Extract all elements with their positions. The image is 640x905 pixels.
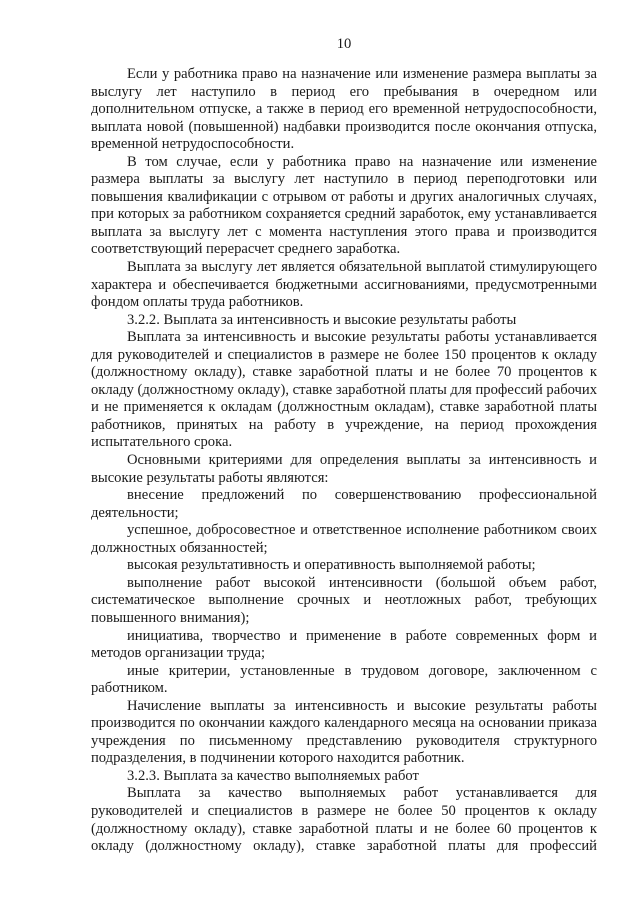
criterion-high-intensity: выполнение работ высокой интенсивности (большой объем работ, систематическое выполнение срочных и неотложных работ, требующих повышенного внимания);	[91, 574, 597, 626]
criterion-proposals: внесение предложений по совершенствованию профессиональной деятельности;	[91, 487, 597, 521]
criterion-other: иные критерии, установленные в трудовом договоре, заключенном с работником.	[91, 662, 597, 697]
paragraph-mandatory-payment: Выплата за выслугу лет является обязательной выплатой стимулирующего характера и обеспечивается бюджетными ассигнованиями, предусмотренными фондом оплаты труда работников.	[91, 259, 597, 311]
criterion-duties: успешное, добросовестное и ответственное исполнение работником своих должностных обязанностей;	[91, 522, 597, 556]
paragraph-main-criteria: Основными критериями для определения выплаты за интенсивность и высокие результаты работы являются:	[91, 452, 597, 486]
document-page	[91, 36, 597, 856]
paragraph-intensity-payment-amount: Выплата за интенсивность и высокие результаты работы устанавливается для руководителей и специалистов в размере не более 150 процентов к окладу (должностному окладу), ставке заработной платы и не более 70 процентов к окладу (должностному окладу), ставке заработной платы для профессий рабочих и не применяется к окладам (должностным окладам), ставке заработной платы работников, принятых на работу в учреждение, на период прохождения испытательного срока.	[91, 329, 597, 451]
criterion-initiative: инициатива, творчество и применение в работе современных форм и методов организации труда;	[91, 627, 597, 662]
paragraph-vacation-period: Если у работника право на назначение или изменение размера выплаты за выслугу лет наступило в период его пребывания в очередном или дополнительном отпуске, а также в период его временной нетрудоспособности, выплата новой (повышенной) надбавки производится после окончания отпуска, временной нетрудоспособности.	[91, 66, 597, 153]
section-heading-3-2-3: 3.2.3. Выплата за качество выполняемых работ	[127, 767, 419, 784]
paragraph-retraining-period: В том случае, если у работника право на назначение или изменение размера выплаты за выслугу лет наступило в период переподготовки или повышения квалификации с отрывом от работы и других аналогичных случаях, при которых за работником сохраняется средний заработок, ему устанавливается выплата за выслугу лет с момента наступления этого права и производится соответствующий перерасчет среднего заработка.	[91, 153, 597, 258]
page-number: 10	[336, 36, 352, 52]
paragraph-quality-payment: Выплата за качество выполняемых работ устанавливается для руководителей и специалистов в размере не более 50 процентов к окладу (должностному окладу), ставке заработной платы и не более 60 процентов к окладу (должностному окладу), ставке заработной платы для профессий	[91, 785, 597, 855]
section-heading-3-2-2: 3.2.2. Выплата за интенсивность и высокие результаты работы	[127, 311, 517, 328]
criterion-effectiveness: высокая результативность и оперативность выполняемой работы;	[127, 557, 536, 574]
paragraph-accrual: Начисление выплаты за интенсивность и высокие результаты работы производится по окончании каждого календарного месяца на основании приказа учреждения по письменному представлению руководителя структурного подразделения, в подчинении которого находится работник.	[91, 697, 597, 767]
